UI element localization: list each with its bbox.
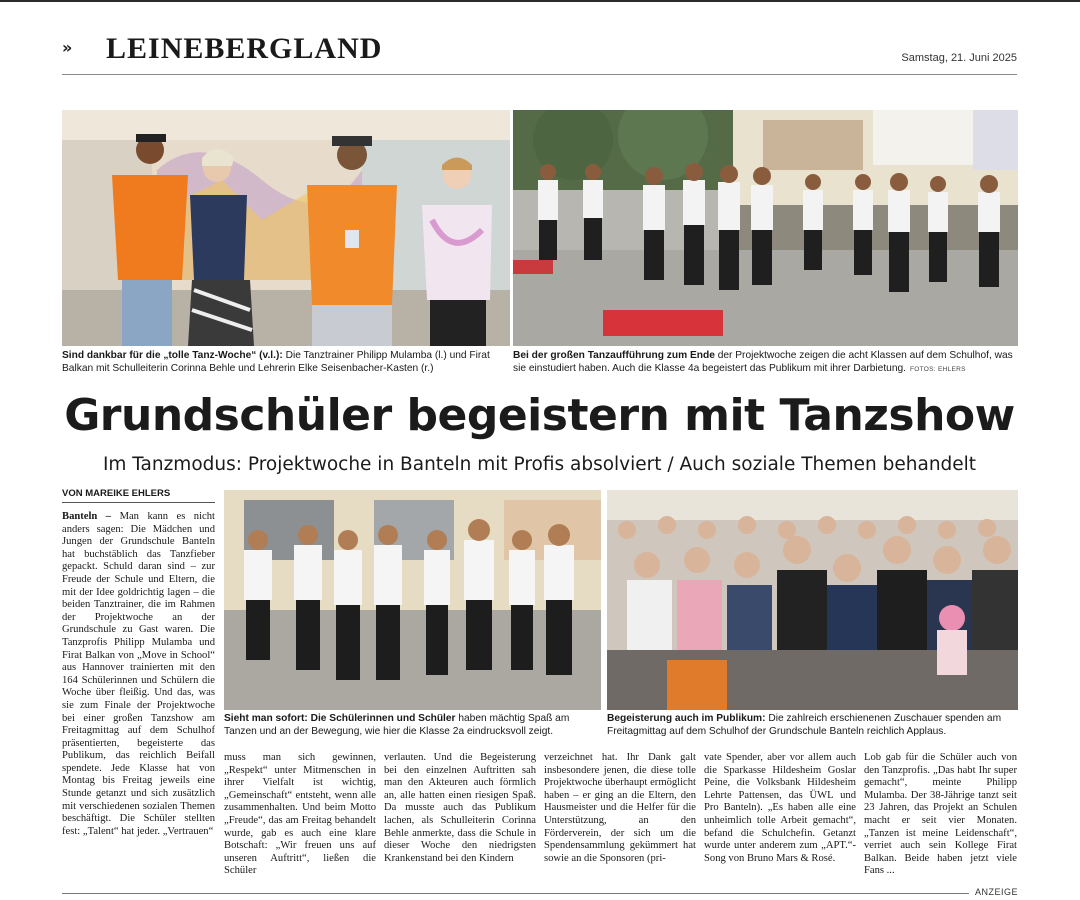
caption-audience-text: Die zahlreich erschienenen Zuschauer spenden am Freitagmittag auf dem Schulhof der Grundschule Banteln reichlich Applaus.: [607, 713, 1002, 737]
article-column-3: verlauten. Und die Begeisterung bei den einzelnen Auftritten sah man den Akteuren auch förmlich an, alle hatten einen riesigen Spaß. Da musste auch das Publikum lachen, als Schulleiterin Corinna Behle anmerkte, dass die Schule in dieser Woche den niedrigsten Krankenstand bei den Kindern: [384, 752, 536, 864]
caption-trainers: [62, 349, 510, 375]
article-column-6: Lob gab für die Schüler auch von den Tanzprofis. „Das habt Ihr super gemacht“, meinte Philipp Mulamba. Der 38-Jährige tanzt seit 23 Jahren, das Projekt an Schulen macht er seit vier Monaten. „Tanzen ist meine Leidenschaft“, verriet auch sein Kollege Firat Balkan. Beide haben jetzt viele Fans ...: [864, 752, 1017, 877]
caption-students-text: haben mächtig Spaß am Tanzen und an der Bewegung, wie hier die Klasse 2a eindrucksvoll zeigt.: [224, 713, 570, 737]
caption-audience-lead: Begeisterung auch im Publikum:: [607, 713, 766, 724]
caption-trainers-lead: Sind dankbar für die „tolle Tanz-Woche“ (v.l.):: [62, 350, 283, 361]
article-column-4: verzeichnet hat. Ihr Dank galt insbesondere jenen, die diese tolle Projektwoche überhaupt ermöglicht haben – er ging an die Eltern, den Hausmeister und die Helfer für die Unterstützung, an den Förderverein, der sich um die Spendensammlung gekümmert hat sowie an die Sponsoren (pri-: [544, 752, 696, 864]
article-column-5: vate Spender, aber vor allem auch die Sparkasse Hildesheim Goslar Peine, die Volksbank Hildesheim Lehrte Pattensen, das ÜWL und Pro Banteln). „Es haben alle eine unheimlich tolle Arbeit gemacht“, befand die Schulchefin. Getanzt wurde unter anderem zum „APT.“-Song von Bruno Mars & Rosé.: [704, 752, 856, 864]
caption-performance: [513, 349, 1018, 376]
dateline: Banteln –: [62, 511, 112, 522]
section-title: LEINEBERGLAND: [106, 32, 383, 65]
caption-students: [224, 712, 601, 738]
caption-performance-text: der Projektwoche zeigen die acht Klassen auf dem Schulhof, was sie einstudiert haben. Auch die Klasse 4a begeistert das Publikum mit ihrer Darbietung.: [513, 350, 1013, 374]
article-column-2: muss man sich gewinnen, „Respekt“ unter Mitmenschen in ihrer Vielfalt ist wichtig, „Gemeinschaft“ entsteht, wenn alle zusammenhalten. Und beim Motto „Freude“, das am Freitag behandelt wurde, gab es auch eine klare Botschaft: „Wir freuen uns auf unseren Auftritt“, ließen die Schüler: [224, 752, 376, 877]
top-rule: [0, 0, 1080, 2]
footer-rule: [62, 893, 1017, 894]
issue-date: Samstag, 21. Juni 2025: [901, 52, 1017, 64]
photo-performance: [513, 110, 1018, 346]
caption-students-lead: Sieht man sofort: Die Schülerinnen und Schüler: [224, 713, 456, 724]
article-subheadline: Im Tanzmodus: Projektwoche in Banteln mit Profis absolviert / Auch soziale Themen behandelt: [102, 454, 977, 475]
caption-trainers-text: Die Tanztrainer Philipp Mulamba (l.) und Firat Balkan mit Schulleiterin Corinna Behle und Lehrerin Elke Seisenbacher-Kasten (r.): [62, 350, 490, 374]
section-marker: »: [62, 38, 73, 57]
photo-trainers: [62, 110, 510, 346]
article-headline: Grundschüler begeistern mit Tanzshow: [64, 390, 1015, 441]
photo-students: [224, 490, 601, 710]
caption-performance-lead: Bei der großen Tanzaufführung zum Ende: [513, 350, 715, 361]
advertisement-label: ANZEIGE: [969, 887, 1018, 897]
photo-audience: [607, 490, 1018, 710]
photo-credit: FOTOS: EHLERS: [910, 366, 966, 373]
column-1-text: Man kann es nicht anders sagen: Die Mädchen und Jungen der Grundschule Banteln hat buchstäblich das Tanzfieber gepackt. Schuld daran sind – zur Freude der Schule und Eltern, die mit der Idee goldrichtig lagen – die beiden Tanztrainer, die im Rahmen der Projektwoche an der Grundschule zu Gast waren. Die Tanzprofis Philipp Mulamba und Firat Balkan von „Move in School“ aus Hannover trainierten mit den 164 Schülerinnen und Schülern die Woche über fleißig. Und das, was sie zum Finale der Projektwoche bei einer großen Tanzshow am Freitagmittag auf dem Schulhof präsentierten, begeisterte das Publikum, das reichlich Beifall spendete. Jede Klasse hat von Montag bis Freitag jeweils eine Stunde getanzt und sich zusätzlich mit verschiedenen sozialen Themen beschäftigt. Die Schüler stellten fest: „Talent“ hat jeder. „Vertrauen“: [62, 511, 215, 837]
page-header: [62, 32, 1017, 75]
article-column-1: [62, 511, 215, 879]
caption-audience: [607, 712, 1018, 738]
byline: VON MAREIKE EHLERS: [62, 488, 215, 503]
